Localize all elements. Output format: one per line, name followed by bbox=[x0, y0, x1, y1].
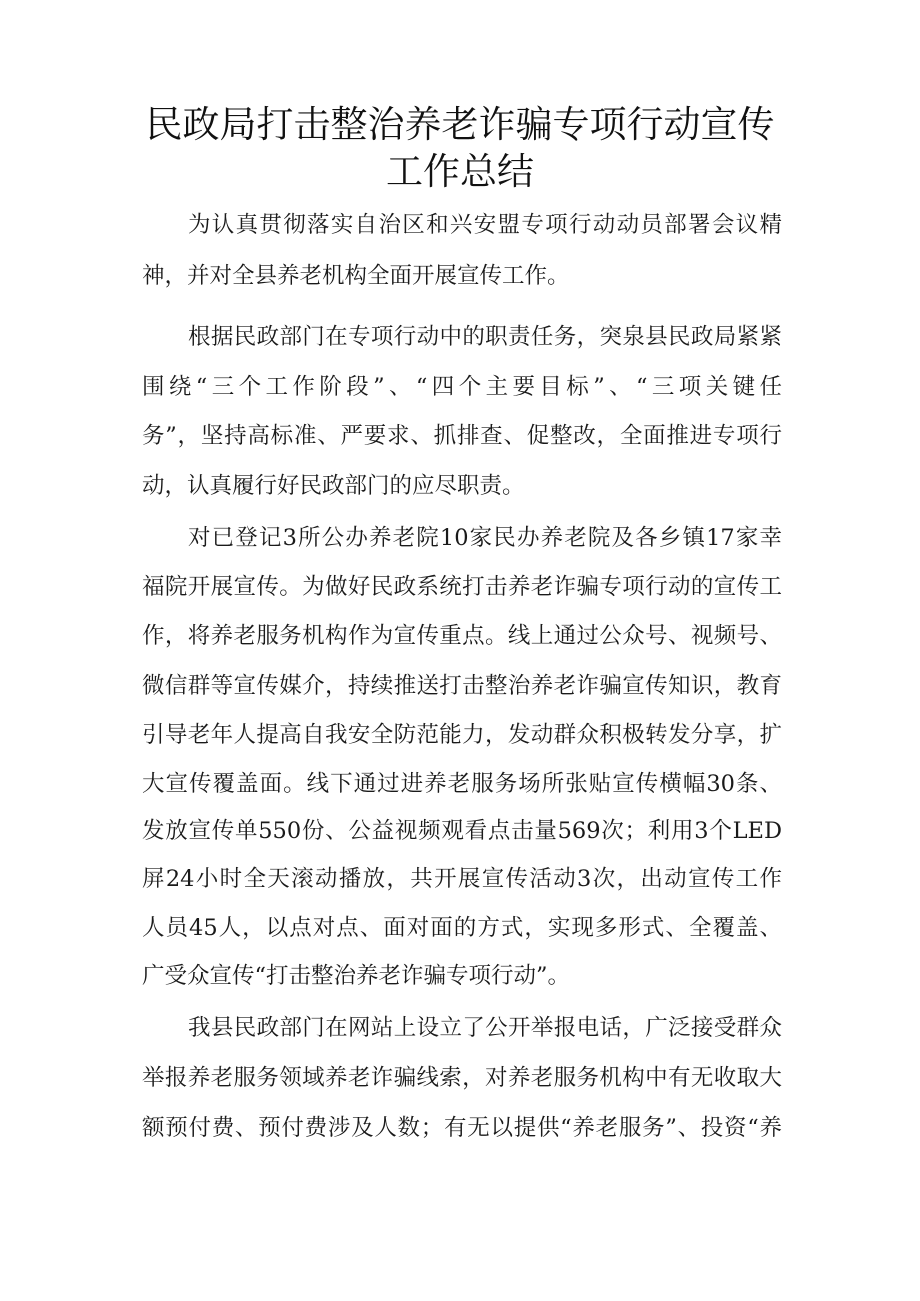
paragraph-3-line-9: 人员45人，以点对点、面对面的方式，实现多形式、全覆盖、 bbox=[142, 915, 782, 941]
paragraph-2-line-2: 围绕“三个工作阶段”、“四个主要目标”、“三项关键任 bbox=[142, 374, 782, 400]
paragraph-3-line-6: 大宣传覆盖面。线下通过进养老服务场所张贴宣传横幅30条、 bbox=[142, 771, 782, 797]
paragraph-2-line-4: 动，认真履行好民政部门的应尽职责。 bbox=[142, 473, 525, 499]
paragraph-1-line-2: 神，并对全县养老机构全面开展宣传工作。 bbox=[142, 263, 570, 289]
document-title-line-2: 工作总结 bbox=[386, 150, 534, 193]
paragraph-1-line-1: 为认真贯彻落实自治区和兴安盟专项行动动员部署会议精 bbox=[188, 212, 782, 238]
paragraph-3-line-8: 屏24小时全天滚动播放，共开展宣传活动3次，出动宣传工作 bbox=[142, 866, 782, 892]
paragraph-3-line-3: 作，将养老服务机构作为宣传重点。线上通过公众号、视频号、 bbox=[142, 623, 782, 649]
paragraph-4-line-2: 举报养老服务领域养老诈骗线索，对养老服务机构中有无收取大 bbox=[142, 1065, 782, 1091]
paragraph-3-line-4: 微信群等宣传媒介，持续推送打击整治养老诈骗宣传知识，教育 bbox=[142, 673, 782, 699]
document-title-line-1: 民政局打击整治养老诈骗专项行动宣传 bbox=[145, 103, 775, 146]
paragraph-3-line-1: 对已登记3所公办养老院10家民办养老院及各乡镇17家幸 bbox=[188, 525, 782, 551]
paragraph-2-line-3: 务”，坚持高标准、严要求、抓排查、促整改，全面推进专项行 bbox=[142, 423, 782, 449]
paragraph-3-line-2: 福院开展宣传。为做好民政系统打击养老诈骗专项行动的宣传工 bbox=[142, 574, 782, 600]
paragraph-3-line-5: 引导老年人提高自我安全防范能力，发动群众积极转发分享，扩 bbox=[142, 722, 782, 748]
paragraph-2-line-1: 根据民政部门在专项行动中的职责任务，突泉县民政局紧紧 bbox=[188, 324, 782, 350]
paragraph-4-line-1: 我县民政部门在网站上设立了公开举报电话，广泛接受群众 bbox=[188, 1015, 782, 1041]
paragraph-3-line-10: 广受众宣传“打击整治养老诈骗专项行动”。 bbox=[142, 963, 571, 989]
paragraph-4-line-3: 额预付费、预付费涉及人数；有无以提供“养老服务”、投资“养 bbox=[142, 1115, 782, 1141]
paragraph-3-line-7: 发放宣传单550份、公益视频观看点击量569次；利用3个LED bbox=[142, 818, 782, 844]
